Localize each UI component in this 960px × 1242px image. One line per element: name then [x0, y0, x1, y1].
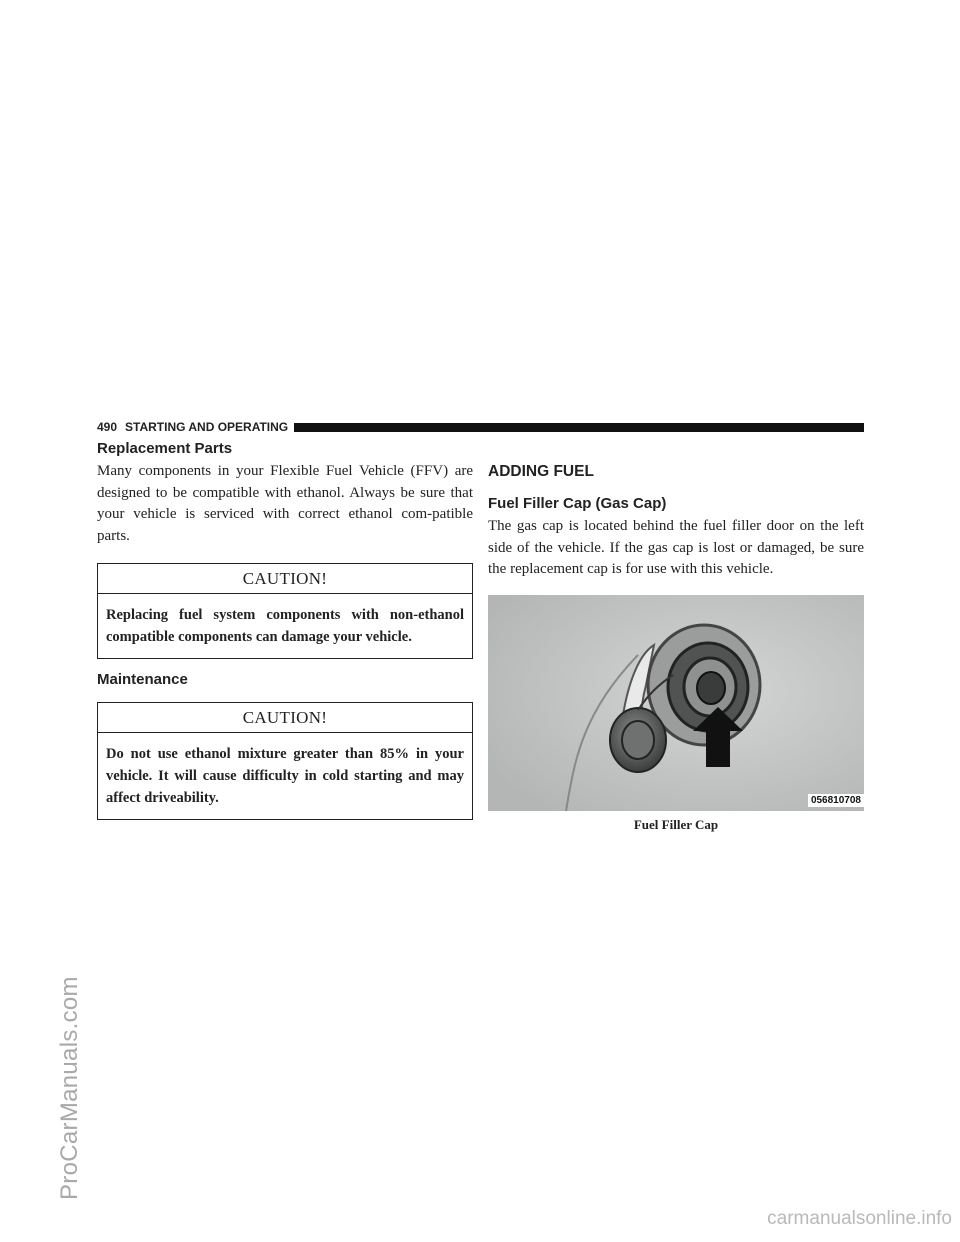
caution-text-1: Replacing fuel system components with non-ethanol compatible components can damage your vehicle. — [106, 607, 464, 645]
header-rule — [294, 423, 864, 432]
right-column — [488, 440, 864, 833]
fuel-cap-text: The gas cap is located behind the fuel filler door on the left side of the vehicle. If the gas cap is lost or damaged, be sure the replacement cap is for use with this vehicle. — [488, 518, 864, 577]
caution-title-1: CAUTION! — [98, 564, 472, 594]
maintenance-heading: Maintenance — [97, 671, 188, 688]
page-header — [97, 418, 864, 436]
fuel-filler-illustration — [488, 595, 864, 811]
caution-title-2: CAUTION! — [98, 703, 472, 733]
adding-fuel-heading: ADDING FUEL — [488, 463, 594, 480]
replacement-parts-text: Many components in your Flexible Fuel Vehicle (FFV) are designed to be compatible with ethanol. Always be sure that your vehicle is serviced with correct ethanol com-patible parts. — [97, 463, 473, 544]
fuel-filler-cap-image — [488, 595, 864, 811]
caution-box-1 — [97, 563, 473, 659]
watermark: ProCarManuals.com — [56, 976, 83, 1200]
fuel-cap-heading: Fuel Filler Cap (Gas Cap) — [488, 495, 667, 512]
footer-site-watermark: carmanualsonline.info — [767, 1208, 952, 1229]
figure-code: 056810708 — [808, 794, 864, 807]
caution-box-2 — [97, 702, 473, 820]
section-title: STARTING AND OPERATING — [125, 420, 289, 434]
replacement-parts-heading: Replacement Parts — [97, 440, 233, 457]
left-column — [97, 440, 473, 820]
caution-text-2: Do not use ethanol mixture greater than 85% in your vehicle. It will cause difficulty in cold starting and may affect driveability. — [106, 746, 464, 806]
figure-caption: Fuel Filler Cap — [633, 816, 719, 832]
page-number: 490 — [97, 420, 118, 434]
